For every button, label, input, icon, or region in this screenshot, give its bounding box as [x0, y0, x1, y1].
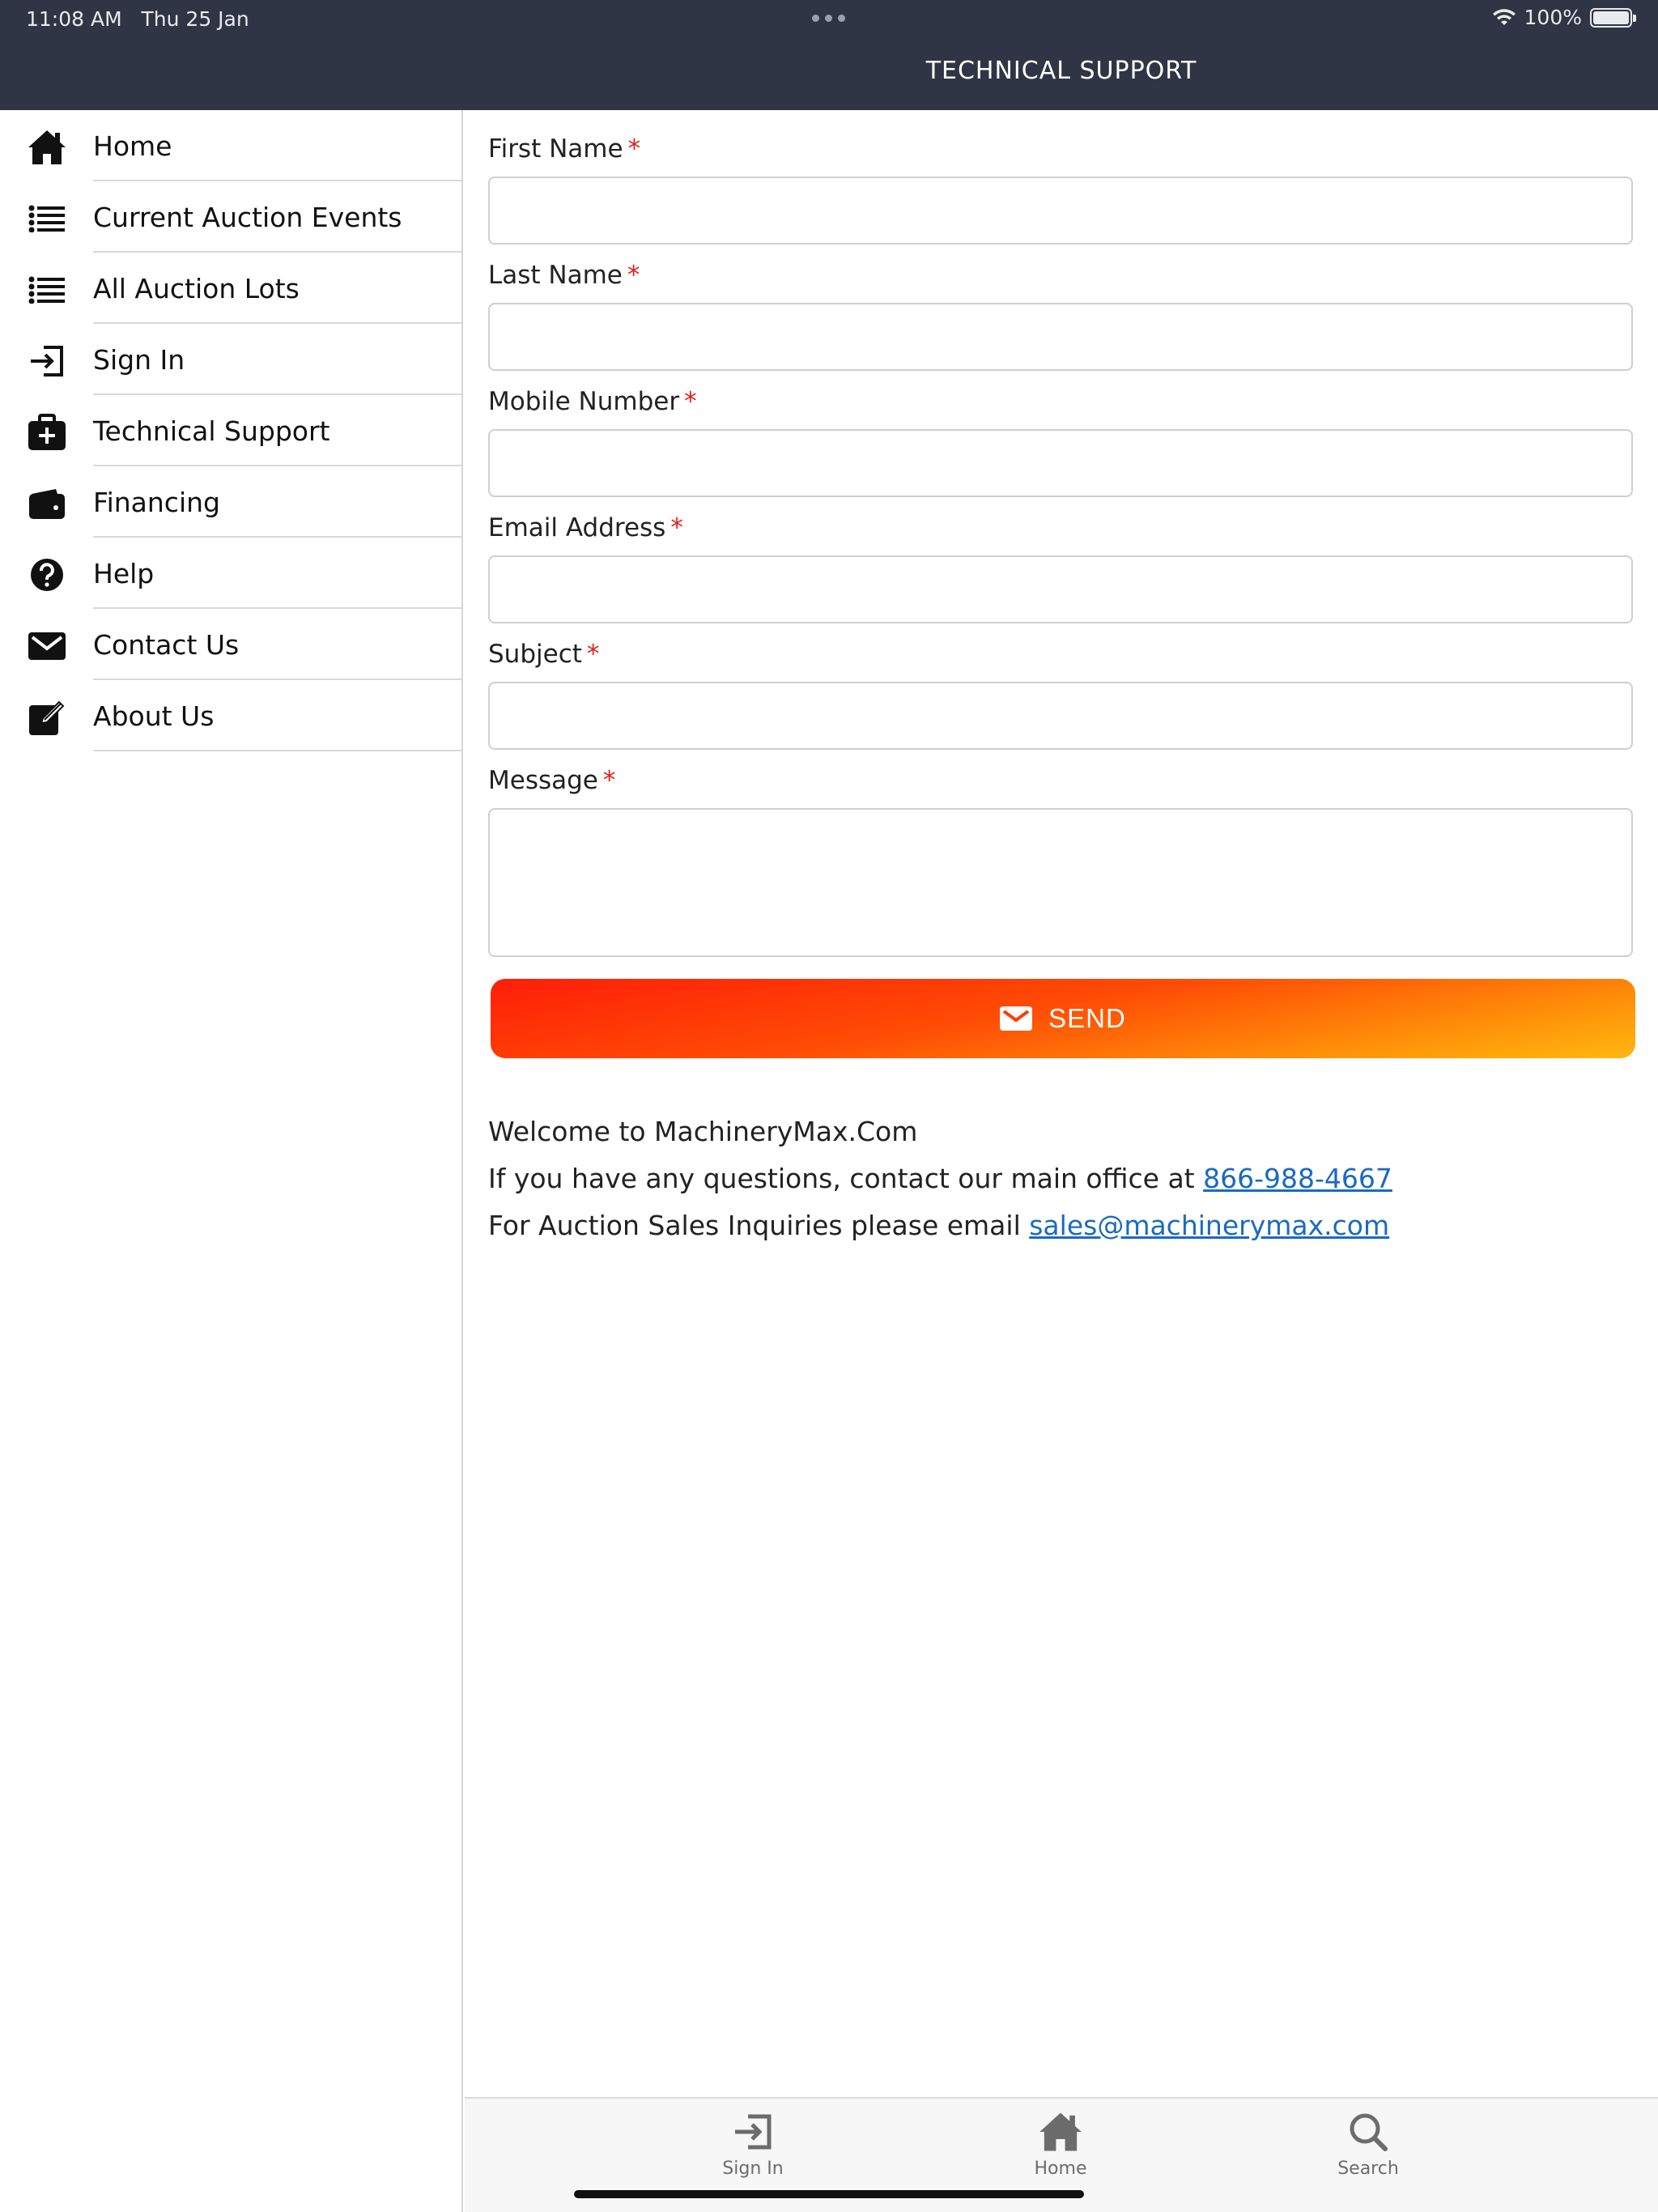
- last-name-label: [488, 261, 640, 290]
- send-button-label: SEND: [1048, 1003, 1126, 1033]
- list-icon: [24, 199, 70, 238]
- sidebar-item-contact-us[interactable]: [0, 609, 461, 680]
- list-icon: [24, 270, 70, 309]
- tab-search[interactable]: [1287, 2110, 1449, 2179]
- multitasking-dots-icon[interactable]: [812, 15, 845, 22]
- email-address-label: [488, 513, 683, 542]
- tab-home[interactable]: [980, 2110, 1141, 2179]
- status-indicators: [1492, 6, 1632, 29]
- sidebar-item-label: About Us: [93, 700, 215, 732]
- email-address-label-text: Email Address: [488, 513, 666, 542]
- status-time-value: 11:08 AM: [26, 7, 122, 31]
- edit-icon: [24, 698, 70, 737]
- sales-prefix: For Auction Sales Inquiries please email: [488, 1210, 1030, 1241]
- mobile-number-label-text: Mobile Number: [488, 387, 680, 416]
- required-marker: *: [602, 766, 616, 795]
- required-marker: *: [627, 261, 640, 290]
- first-name-label-text: First Name: [488, 134, 623, 164]
- sidebar-item-financing[interactable]: [0, 466, 461, 538]
- battery-icon: [1590, 8, 1632, 28]
- mobile-number-label: [488, 387, 697, 416]
- subject-label-text: Subject: [488, 640, 582, 669]
- sidebar-item-label: Current Auction Events: [93, 201, 402, 233]
- message-field[interactable]: [488, 808, 1633, 957]
- required-marker: *: [586, 640, 600, 669]
- status-time: [26, 7, 249, 31]
- mail-icon: [1000, 1006, 1032, 1031]
- sidebar-item-label: Help: [93, 557, 155, 589]
- tab-label: Home: [1034, 2159, 1087, 2179]
- sidebar-item-home[interactable]: [0, 110, 461, 181]
- sign-in-icon: [24, 342, 70, 381]
- phone-link[interactable]: 866-988-4667: [1203, 1163, 1392, 1194]
- home-indicator[interactable]: [574, 2190, 1084, 2198]
- sidebar-item-label: Financing: [93, 486, 220, 518]
- sidebar-item-help[interactable]: [0, 538, 461, 609]
- sidebar-item-about-us[interactable]: [0, 680, 461, 751]
- home-icon: [24, 128, 70, 167]
- home-icon: [1036, 2110, 1085, 2154]
- last-name-label-text: Last Name: [488, 261, 623, 290]
- email-address-field[interactable]: [488, 555, 1633, 623]
- sidebar-item-sign-in[interactable]: [0, 324, 461, 395]
- sidebar-item-label: Technical Support: [93, 415, 330, 447]
- subject-field[interactable]: [488, 682, 1633, 750]
- last-name-field[interactable]: [488, 303, 1633, 371]
- wallet-icon: [24, 484, 70, 523]
- sidebar-item-label: Sign In: [93, 343, 185, 376]
- sidebar: [0, 110, 463, 2212]
- sidebar-item-label: Contact Us: [93, 628, 240, 661]
- required-marker: *: [684, 387, 697, 416]
- battery-percent: 100%: [1524, 6, 1582, 29]
- tab-label: Search: [1337, 2159, 1399, 2179]
- first-name-field[interactable]: [488, 177, 1633, 245]
- questions-prefix: If you have any questions, contact our main office at: [488, 1163, 1204, 1194]
- sidebar-item-current-auction-events[interactable]: [0, 181, 461, 253]
- required-marker: *: [627, 134, 641, 164]
- questions-text: [488, 1163, 1392, 1194]
- mobile-number-field[interactable]: [488, 429, 1633, 497]
- sidebar-item-technical-support[interactable]: [0, 395, 461, 466]
- divider: [93, 750, 461, 751]
- page-title: TECHNICAL SUPPORT: [925, 57, 1197, 85]
- first-name-label: [488, 134, 640, 164]
- sales-text: [488, 1210, 1389, 1241]
- message-label: [488, 766, 615, 795]
- tab-label: Sign In: [722, 2159, 784, 2179]
- search-icon: [1344, 2110, 1392, 2154]
- sales-email-link[interactable]: sales@machinerymax.com: [1029, 1210, 1390, 1241]
- wifi-icon: [1492, 9, 1516, 27]
- status-date: Thu 25 Jan: [141, 7, 249, 31]
- sidebar-item-all-auction-lots[interactable]: [0, 253, 461, 324]
- medical-kit-icon: [24, 413, 70, 452]
- message-label-text: Message: [488, 766, 598, 795]
- welcome-text: Welcome to MachineryMax.Com: [488, 1116, 918, 1147]
- mail-icon: [24, 627, 70, 666]
- send-button[interactable]: [491, 979, 1635, 1058]
- tab-sign-in[interactable]: [672, 2110, 834, 2179]
- sidebar-item-label: All Auction Lots: [93, 272, 300, 304]
- subject-label: [488, 640, 599, 669]
- help-icon: [24, 555, 70, 594]
- sidebar-item-label: Home: [93, 130, 172, 162]
- sign-in-icon: [729, 2110, 777, 2154]
- required-marker: *: [670, 513, 683, 542]
